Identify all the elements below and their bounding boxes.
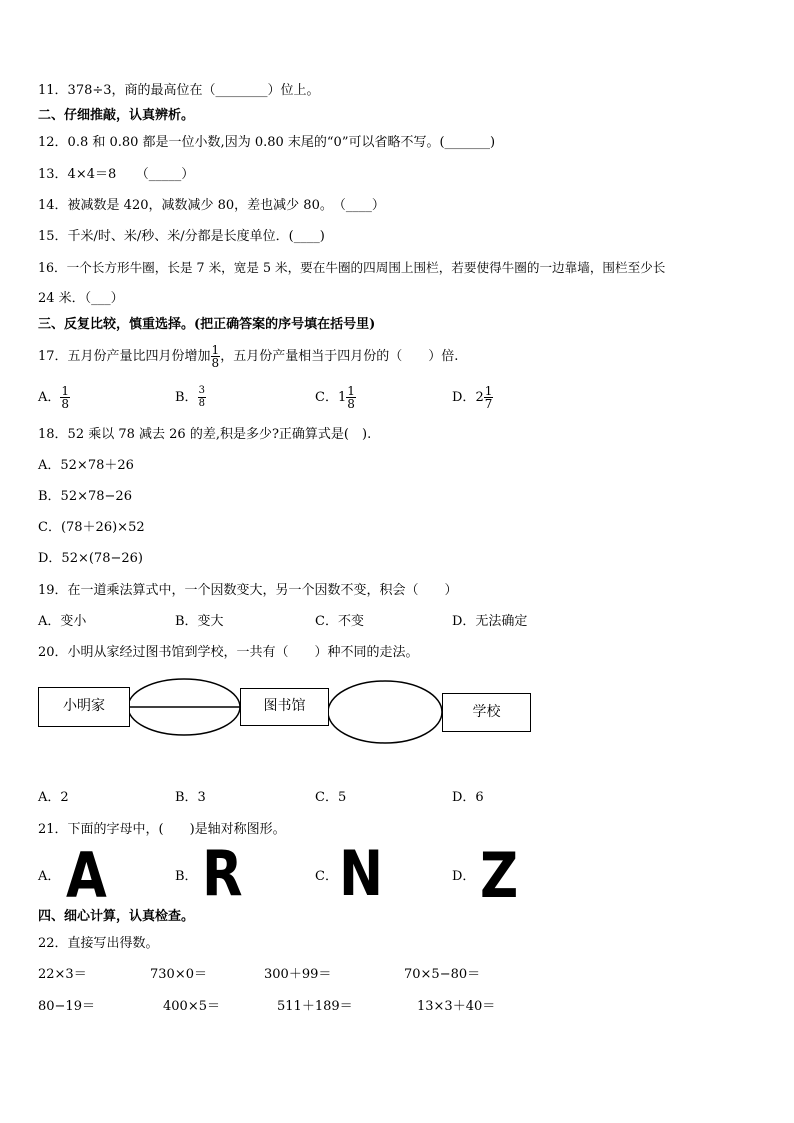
question-22-stem: 22．直接写出得数。 xyxy=(38,936,159,951)
question-19-option-d: D．无法确定 xyxy=(452,614,528,629)
question-17-pre: 17．五月份产量比四月份增加 xyxy=(38,349,211,364)
question-14: 14．被减数是 420，减数减少 80，差也减少 80。 （____） xyxy=(38,198,385,213)
question-20-option-b: B．3 xyxy=(175,790,206,805)
section-3-heading: 三、反复比较，慎重选择。(把正确答案的序号填在括号里) xyxy=(38,317,376,332)
question-17-option-d xyxy=(452,382,493,414)
letter-r-image: R xyxy=(202,837,243,910)
option-label: A． xyxy=(38,390,61,405)
question-21-stem: 21．下面的字母中，( )是轴对称图形。 xyxy=(38,822,286,837)
fraction-denominator: 8 xyxy=(211,356,220,370)
question-20-option-a: A．2 xyxy=(38,790,69,805)
calc-item: 22×3＝ xyxy=(38,967,87,982)
question-16-line1: 16．一个长方形牛圈，长是 7 米，宽是 5 米，要在牛圈的四周围上围栏，若要使得牛圈的一边靠墙，围栏至少长 xyxy=(38,260,666,275)
option-fraction xyxy=(346,385,356,410)
calc-item: 511＋189＝ xyxy=(277,999,353,1014)
calc-item: 730×0＝ xyxy=(150,967,207,982)
question-21-option-b-label: B． xyxy=(175,869,198,884)
home-box: 小明家 xyxy=(38,687,130,727)
option-label: C． xyxy=(315,390,338,405)
school-box: 学校 xyxy=(442,693,531,732)
calc-item: 70×5−80＝ xyxy=(404,967,481,982)
fraction-numerator: 1 xyxy=(484,384,493,398)
calc-item: 80−19＝ xyxy=(38,999,95,1014)
fraction-numerator: 1 xyxy=(61,384,70,398)
library-box: 图书馆 xyxy=(240,688,329,726)
question-18-option-b: B．52×78−26 xyxy=(38,489,132,504)
question-16-line2: 24 米．（___） xyxy=(38,291,124,306)
option-whole: 1 xyxy=(337,390,347,405)
question-19-stem: 19．在一道乘法算式中，一个因数变大，另一个因数不变，积会（ ） xyxy=(38,583,458,598)
section-4-heading: 四、细心计算，认真检查。 xyxy=(38,909,195,924)
question-11: 11．378÷3，商的最高位在（________）位上。 xyxy=(38,83,320,98)
question-15: 15．千米/时、米/秒、米/分都是长度单位．(____) xyxy=(38,229,325,244)
option-fraction xyxy=(198,385,206,410)
question-13: 13．4×4＝8 （_____） xyxy=(38,167,195,182)
option-whole: 2 xyxy=(475,390,484,405)
question-17-post: ，五月份产量相当于四月份的（ ）倍. xyxy=(220,349,459,364)
fraction-denominator: 8 xyxy=(347,397,355,411)
calc-item: 300＋99＝ xyxy=(264,967,332,982)
question-17-option-a xyxy=(38,382,70,414)
route-loop-2 xyxy=(328,681,442,743)
question-21-option-c-label: C． xyxy=(315,869,338,884)
option-fraction xyxy=(484,385,494,410)
option-label: D． xyxy=(452,390,476,405)
fraction-numerator: 1 xyxy=(347,384,355,398)
section-2-heading: 二、仔细推敲，认真辨析。 xyxy=(38,108,195,123)
fraction-denominator: 8 xyxy=(198,398,205,409)
question-18-option-a: A．52×78＋26 xyxy=(38,458,134,473)
question-21-option-a-label: A． xyxy=(38,869,61,884)
option-label: B． xyxy=(175,390,198,405)
fraction-numerator: 3 xyxy=(198,385,205,396)
fraction-denominator: 8 xyxy=(61,397,70,411)
question-19-option-b: B．变大 xyxy=(175,614,224,629)
question-17-option-b xyxy=(175,382,206,414)
question-19-option-a: A．变小 xyxy=(38,614,87,629)
letter-a-image: A xyxy=(66,839,107,912)
fraction-numerator: 1 xyxy=(211,343,220,357)
letter-z-image: Z xyxy=(480,839,519,912)
question-20-stem: 20．小明从家经过图书馆到学校，一共有（ ）种不同的走法。 xyxy=(38,645,419,660)
option-fraction xyxy=(60,385,70,410)
question-17-option-c xyxy=(315,382,356,414)
question-12: 12．0.8 和 0.80 都是一位小数,因为 0.80 末尾的“0”可以省略不写。(_______) xyxy=(38,135,496,150)
question-18-option-d: D．52×(78−26) xyxy=(38,551,143,566)
calc-item: 400×5＝ xyxy=(163,999,220,1014)
question-19-option-c: C．不变 xyxy=(315,614,364,629)
question-18-stem: 18．52 乘以 78 减去 26 的差,积是多少?正确算式是( ). xyxy=(38,427,372,442)
question-18-option-c: C．(78＋26)×52 xyxy=(38,520,145,535)
question-20-option-d: D．6 xyxy=(452,790,484,805)
calc-item: 13×3＋40＝ xyxy=(417,999,496,1014)
letter-n-image: N xyxy=(339,837,384,910)
question-17-fraction xyxy=(211,344,221,369)
fraction-denominator: 7 xyxy=(484,397,493,411)
question-21-option-d-label: D． xyxy=(452,869,476,884)
question-17-stem xyxy=(38,342,458,372)
question-20-option-c: C．5 xyxy=(315,790,347,805)
